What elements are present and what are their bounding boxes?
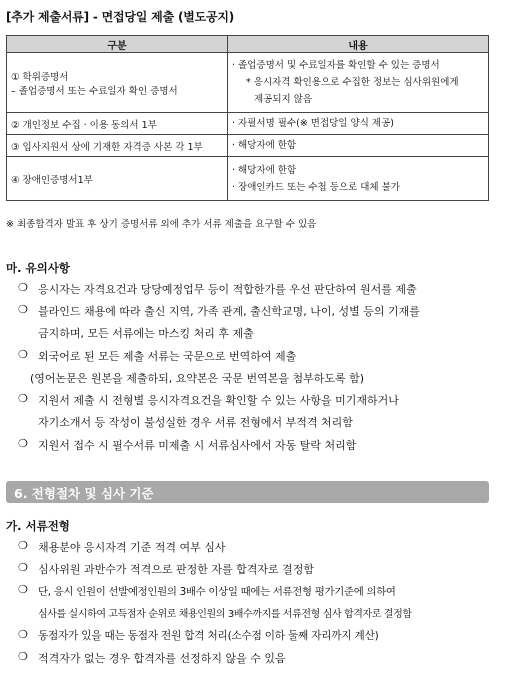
table-row xyxy=(7,135,489,157)
cell-line: · 해당자에 한함 xyxy=(232,164,297,176)
table-row xyxy=(7,53,489,113)
bullet-icon: ❍ xyxy=(18,392,28,405)
table-row xyxy=(7,157,489,201)
table-header-category: 구분 xyxy=(7,36,228,53)
list-item-text: 심사를 실시하여 고득점자 순위로 채용인원의 3배수까지를 서류전형 심사 합격자로 결정함 xyxy=(38,609,412,620)
bullet-icon: ❍ xyxy=(18,561,28,574)
table-cell-content xyxy=(228,53,489,113)
bullet-icon: ❍ xyxy=(18,437,28,450)
bullet-icon: ❍ xyxy=(18,628,28,641)
cell-line: 제공되지 않음 xyxy=(254,94,313,105)
cell-line: – 졸업증명서 또는 수료일자 확인 증명서 xyxy=(11,85,178,97)
section-title: [추가 제출서류] - 면접당일 제출 (별도공지) xyxy=(6,10,235,24)
caution-heading: 마. 유의사항 xyxy=(6,261,70,275)
bullet-icon: ❍ xyxy=(18,303,28,316)
table-cell-content xyxy=(228,135,489,157)
list-item-text: 지원서 접수 시 필수서류 미제출 시 서류심사에서 자동 탈락 처리함 xyxy=(38,439,357,452)
cell-line: · 졸업증명서 및 수료일자를 확인할 수 있는 증명서 xyxy=(232,60,440,71)
cell-line: ④ 장애인증명서1부 xyxy=(11,174,93,186)
list-item-text: 금지하며, 모든 서류에는 마스킹 처리 후 제출 xyxy=(38,327,254,340)
cell-line: ③ 입사지원서 상에 기재한 자격증 사본 각 1부 xyxy=(11,141,203,153)
cell-line: * 응시자격 확인용으로 수집한 정보는 심사위원에게 xyxy=(246,77,459,88)
section-banner-title: 6. 전형절차 및 심사 기준 xyxy=(14,486,154,501)
list-item-text: 채용분야 응시자격 기준 적격 여부 심사 xyxy=(38,541,226,554)
screening-heading: 가. 서류전형 xyxy=(6,519,70,533)
bullet-icon: ❍ xyxy=(18,539,28,552)
table-row xyxy=(7,113,489,135)
section-banner xyxy=(6,481,489,503)
bullet-icon: ❍ xyxy=(18,583,28,596)
table-cell-category xyxy=(7,113,228,135)
list-item-text: 블라인드 채용에 따라 출신 지역, 가족 관계, 출신학교명, 나이, 성별 등의 기재를 xyxy=(38,305,420,318)
bullet-icon: ❍ xyxy=(18,281,28,294)
table-cell-content xyxy=(228,113,489,135)
cell-line: · 해당자에 한함 xyxy=(232,140,297,151)
table-cell-category xyxy=(7,135,228,157)
table-cell-category xyxy=(7,53,228,113)
table-footnote: ※ 최종합격자 발표 후 상기 증명서류 외에 추가 서류 제출을 요구할 수 있음 xyxy=(6,219,317,230)
cell-line: · 자필서명 필수(※ 면접당일 양식 제공) xyxy=(232,118,394,129)
table-cell-content xyxy=(228,157,489,201)
table-header-content: 내용 xyxy=(228,36,489,53)
list-item-text: 자기소개서 등 작성이 불성실한 경우 서류 전형에서 부적격 처리함 xyxy=(38,416,353,429)
table-header-row xyxy=(7,36,489,53)
list-item-text: (영어논문은 원본을 제출하되, 요약본은 국문 번역본을 첨부하도록 함) xyxy=(30,372,365,385)
list-item-text: 적격자가 없는 경우 합격자를 선정하지 않을 수 있음 xyxy=(38,652,286,665)
list-item-text: 심사위원 과반수가 적격으로 판정한 자를 합격자로 결정함 xyxy=(38,563,315,576)
cell-line: · 장애인카드 또는 수첩 등으로 대체 불가 xyxy=(232,181,400,193)
list-item-text: 응시자는 자격요건과 당당예정업무 등이 적합한가를 우선 판단하여 원서를 제출 xyxy=(38,283,417,296)
list-item-text: 동점자가 있을 때는 동점자 전원 합격 처리(소수점 이하 둘째 자리까지 계산) xyxy=(38,630,379,642)
bullet-icon: ❍ xyxy=(18,348,28,361)
list-item-text: 외국어로 된 모든 제출 서류는 국문으로 번역하여 제출 xyxy=(38,350,297,363)
list-item-text: 단, 응시 인원이 선발예정인원의 3배수 이상일 때에는 서류전형 평가기준에 의하여 xyxy=(38,586,396,598)
bullet-icon: ❍ xyxy=(18,650,28,663)
list-item-text: 지원서 제출 시 전형별 응시자격요건을 확인할 수 있는 사항을 미기재하거나 xyxy=(38,394,399,407)
required-documents-table xyxy=(6,35,489,201)
table-cell-category xyxy=(7,157,228,201)
cell-line: ② 개인정보 수집 · 이용 동의서 1부 xyxy=(11,119,157,131)
cell-line: ① 학위증명서 xyxy=(11,71,69,83)
